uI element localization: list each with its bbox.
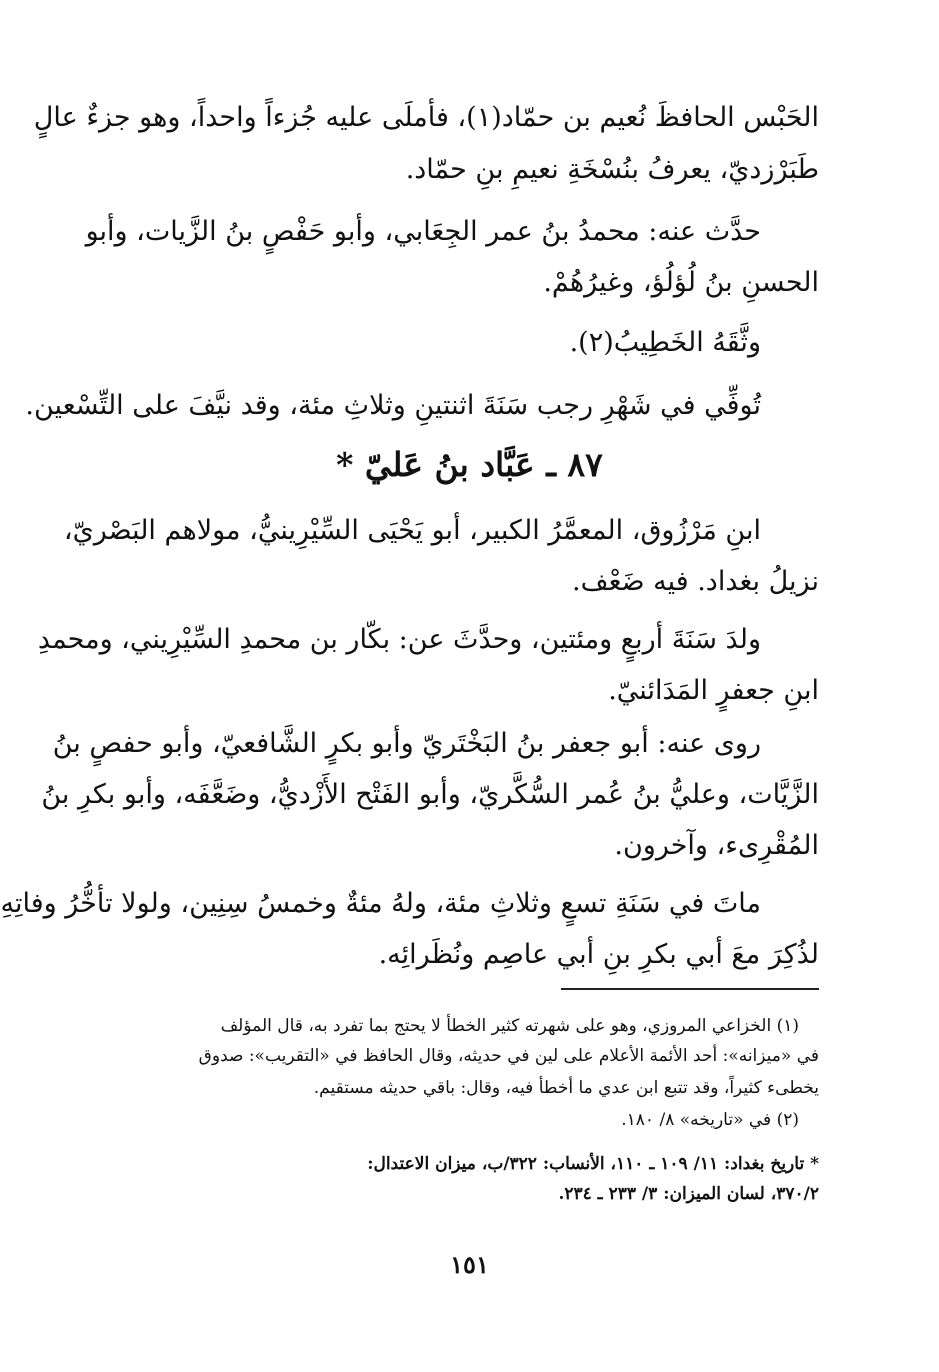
body-text-line: حدَّث عنه: محمدُ بنُ عمر الجِعَابي، وأبو حَفْصٍ بنُ الزَّيات، وأبو bbox=[85, 216, 761, 247]
body-text-line: الحسنِ بنُ لُؤلُؤ، وغيرُهُمْ. bbox=[543, 267, 819, 298]
footnote-separator bbox=[561, 988, 819, 990]
footnote-line: يخطىء كثيراً، وقد تتبع ابن عدي ما أخطأ فيه، وقال: باقي حديثه مستقيم. bbox=[313, 1078, 819, 1098]
source-reference-line: ٣٧٠/٢، لسان الميزان: ٣/ ٢٣٣ ـ ٢٣٤. bbox=[558, 1184, 819, 1204]
footnote-line: في «ميزانه»: أحد الأئمة الأعلام على لين في حديثه، وقال الحافظ في «التقريب»: صدوق bbox=[198, 1046, 819, 1066]
body-text-line: تُوفِّي في شَهْرِ رجب سَنَةَ اثنتينِ وثلاثِ مئة، وقد نيَّفَ على التِّسْعين. bbox=[25, 390, 761, 421]
body-text-line: روى عنه: أبو جعفر بنُ البَخْتَريّ وأبو بكرٍ الشَّافعيّ، وأبو حفصٍ بنُ bbox=[52, 728, 761, 759]
footnote-line: (٢) في «تاريخه» ٨/ ١٨٠. bbox=[621, 1110, 799, 1130]
body-text-line: ماتَ في سَنَةِ تسعٍ وثلاثِ مئة، ولهُ مئةٌ وخمسُ سِنِين، ولولا تأخُّرُ وفاتِهِ bbox=[0, 888, 761, 919]
source-reference-line: * تاريخ بغداد: ١١/ ١٠٩ ـ ١١٠، الأنساب: ٣٢٢/ب، ميزان الاعتدال: bbox=[367, 1154, 819, 1174]
body-text-line: نزيلُ بغداد. فيه ضَعْف. bbox=[572, 566, 819, 597]
body-text-line: لذُكِرَ معَ أبي بكرِ بنِ أبي عاصِم ونُظَرائِه. bbox=[378, 939, 819, 970]
body-text-line: وثَّقَهُ الخَطِيبُ(٢). bbox=[569, 327, 761, 358]
body-text-line: ابنِ مَرْزُوق، المعمَّرُ الكبير، أبو يَحْيَى السِّيْرِينيُّ، مولاهم البَصْريّ، bbox=[63, 515, 761, 546]
page-number: ١٥١ bbox=[450, 1250, 489, 1279]
body-text-line: ولدَ سَنَةَ أربعٍ ومئتين، وحدَّثَ عن: بكّار بن محمدِ السِّيْرِيني، ومحمدِ bbox=[37, 624, 761, 655]
body-text-line: الحَبْس الحافظَ نُعيم بن حمّاد(١)، فأملَى عليه جُزءاً واحداً، وهو جزءٌ عالٍ bbox=[33, 102, 819, 133]
body-text-line: طَبَرْزديّ، يعرفُ بنُسْخَةِ نعيمِ بنِ حمّاد. bbox=[405, 154, 819, 185]
body-text-line: ابنِ جعفرٍ المَدَائنيّ. bbox=[608, 675, 819, 706]
footnote-line: (١) الخزاعي المروزي، وهو على شهرته كثير الخطأ لا يحتج بما تفرد به، قال المؤلف bbox=[220, 1016, 799, 1036]
body-text-line: الزَّيَّات، وعليُّ بنُ عُمر السُّكَّريّ، وأبو الفَتْح الأَزْديُّ، وضَعَّفَه، وأبو بكرِ بنُ bbox=[41, 779, 819, 810]
body-text-line: المُقْرِىء، وآخرون. bbox=[614, 830, 819, 861]
entry-heading: ٨٧ ـ عَبَّاد بنُ عَليّ * bbox=[336, 445, 603, 484]
